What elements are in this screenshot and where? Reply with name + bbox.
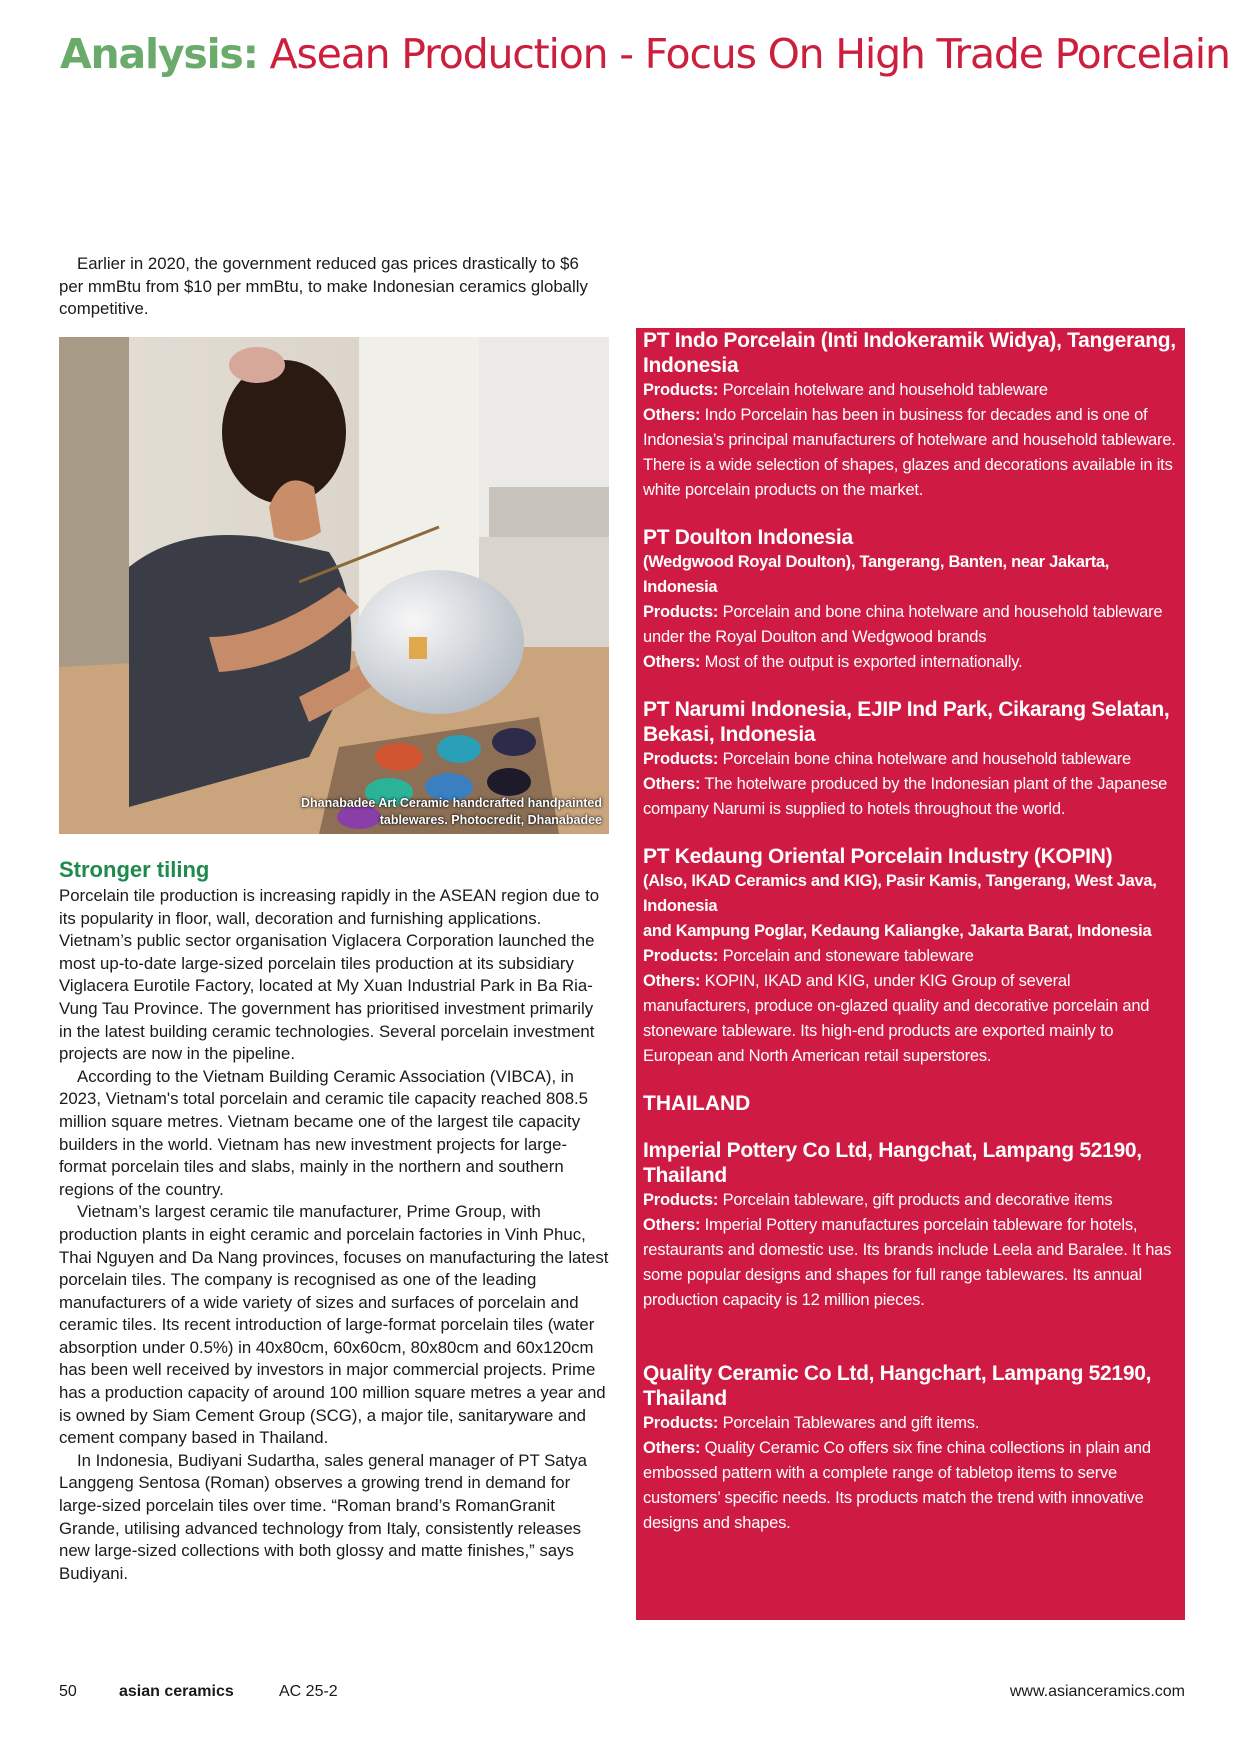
company-name: Quality Ceramic Co Ltd, Hangchart, Lampang 52190, Thailand (643, 1362, 1152, 1410)
issue-number: AC 25-2 (279, 1683, 338, 1700)
article-paragraph: Porcelain tile production is increasing rapidly in the ASEAN region due to its popularity in floor, wall, decoration and furnishing applications. Vietnam’s public sector organisation Viglacera Corporation launched the most up-to-date large-sized porcelain tiles production at its subsidiary Viglacera Eurotile Factory, located at My Xuan Industrial Park in Ba Ria-Vung Tau Province. The government has prioritised investment primarily in the latest building ceramic technologies. Several porcelain investment projects are now in the pipeline. (59, 886, 600, 1064)
photo-caption-line: tablewares. Photocredit, Dhanabadee (379, 813, 602, 827)
company-entry (643, 1138, 1179, 1313)
others-line (643, 650, 1179, 675)
company-entry (643, 525, 1179, 675)
others-line (643, 1436, 1179, 1536)
company-name: PT Doulton Indonesia (643, 526, 853, 549)
photo-illustration (59, 337, 609, 834)
article-paragraph: In Indonesia, Budiyani Sudartha, sales general manager of PT Satya Langgeng Sentosa (Roman) observes a growing trend in demand for large-sized porcelain tiles over time. “Roman brand’s RomanGranit Grande, utilising advanced technology from Italy, consistently releases new large-sized collections with both glossy and matte finishes,” says Budiyani. (59, 1450, 587, 1583)
products-label: Products: (643, 603, 719, 621)
page-number: 50 (59, 1683, 77, 1700)
others-text: The hotelware produced by the Indonesian plant of the Japanese company Narumi is supplied to hotels throughout the world. (643, 775, 1168, 818)
products-line (643, 1411, 1179, 1436)
products-line (643, 747, 1179, 772)
company-name: PT Kedaung Oriental Porcelain Industry (KOPIN) (643, 845, 1113, 868)
photo-caption (301, 795, 602, 829)
page-headline (60, 30, 1230, 78)
company-entry (643, 697, 1179, 822)
company-name: PT Indo Porcelain (Inti Indokeramik Widya), Tangerang, Indonesia (643, 329, 1176, 377)
others-label: Others: (643, 653, 701, 671)
others-text: KOPIN, IKAD and KIG, under KIG Group of several manufacturers, produce on-glazed quality and decorative porcelain and stoneware tableware. Its high-end products are exported mainly to European and North American retail superstores. (643, 972, 1150, 1065)
products-text: Porcelain Tablewares and gift items. (722, 1414, 980, 1432)
products-text: Porcelain bone china hotelware and household tableware (722, 750, 1132, 768)
others-line (643, 1213, 1179, 1313)
website-url: www.asianceramics.com (1009, 1683, 1185, 1700)
others-text: Quality Ceramic Co offers six fine china collections in plain and embossed pattern with a complete range of tabletop items to serve customers’ specific needs. Its products match the trend with innovative designs and shapes. (643, 1439, 1151, 1532)
products-text: Porcelain and bone china hotelware and household tableware under the Royal Doulton and Wedgwood brands (643, 603, 1163, 646)
company-entry (643, 844, 1179, 1069)
products-label: Products: (643, 381, 719, 399)
others-line (643, 969, 1179, 1069)
company-name: PT Narumi Indonesia, EJIP Ind Park, Cikarang Selatan, Bekasi, Indonesia (643, 698, 1170, 746)
headline-kicker: Analysis: (60, 30, 258, 78)
products-text: Porcelain tableware, gift products and decorative items (722, 1191, 1113, 1209)
products-text: Porcelain hotelware and household tableware (722, 381, 1048, 399)
products-label: Products: (643, 1191, 719, 1209)
article-paragraph: According to the Vietnam Building Ceramic Association (VIBCA), in 2023, Vietnam's total porcelain and ceramic tile capacity reached 808.5 million square metres. Vietnam became one of the largest tile capacity builders in the world. Vietnam has new investment projects for large-format porcelain tiles and slabs, mainly in the northern and southern regions of the country. (59, 1066, 589, 1199)
others-text: Most of the output is exported internationally. (704, 653, 1023, 671)
company-entry (643, 1361, 1179, 1536)
article-body (59, 857, 609, 1585)
country-heading: THAILAND (643, 1092, 751, 1115)
others-label: Others: (643, 1439, 701, 1457)
products-label: Products: (643, 1414, 719, 1432)
others-text: Imperial Pottery manufactures porcelain tableware for hotels, restaurants and domestic use. Its brands include Leela and Baralee. It has some popular designs and shapes for full range tablewares. Its annual production capacity is 12 million pieces. (643, 1216, 1172, 1309)
intro-paragraph: Earlier in 2020, the government reduced gas prices drastically to $6 per mmBtu from $10 per mmBtu, to make Indonesian ceramics globally competitive. (59, 254, 588, 319)
section-heading: Stronger tiling (59, 857, 210, 882)
others-line (643, 403, 1179, 503)
others-line (643, 772, 1179, 822)
article-photo (59, 337, 609, 834)
company-location: and Kampung Poglar, Kedaung Kaliangke, Jakarta Barat, Indonesia (643, 922, 1152, 940)
others-label: Others: (643, 1216, 701, 1234)
products-line (643, 378, 1179, 403)
products-label: Products: (643, 750, 719, 768)
others-label: Others: (643, 972, 701, 990)
company-name: Imperial Pottery Co Ltd, Hangchat, Lampang 52190, Thailand (643, 1139, 1142, 1187)
headline-title: Asean Production - Focus On High Trade Porcelain (269, 30, 1230, 78)
products-line (643, 1188, 1179, 1213)
photo-caption-line: Dhanabadee Art Ceramic handcrafted handpainted (301, 796, 602, 810)
others-label: Others: (643, 406, 701, 424)
article-paragraph: Vietnam’s largest ceramic tile manufacturer, Prime Group, with production plants in eight ceramic and porcelain factories in Vinh Phuc, Thai Nguyen and Da Nang provinces, focuses on manufacturing the latest porcelain tiles. The company is recognised as one of the leading manufacturers of a wide variety of sizes and surfaces of porcelain and ceramic tiles. Its recent introduction of large-format porcelain tiles (water absorption under 0.5%) in 40x80cm, 60x60cm, 80x80cm and 60x120cm has been well received by investors in major commercial projects. Prime has a production capacity of around 100 million square metres a year and is owned by Siam Cement Group (SCG), a major tile, sanitaryware and cement company based in Thailand. (59, 1202, 609, 1448)
products-label: Products: (643, 947, 719, 965)
products-line (643, 600, 1179, 650)
page-footer (59, 1683, 1185, 1707)
products-text: Porcelain and stoneware tableware (722, 947, 974, 965)
company-entry (643, 328, 1179, 503)
company-location: (Wedgwood Royal Doulton), Tangerang, Banten, near Jakarta, Indonesia (643, 553, 1110, 596)
others-label: Others: (643, 775, 701, 793)
company-directory-panel (636, 328, 1185, 1620)
company-location: (Also, IKAD Ceramics and KIG), Pasir Kamis, Tangerang, West Java, Indonesia (643, 872, 1157, 915)
products-line (643, 944, 1179, 969)
others-text: Indo Porcelain has been in business for decades and is one of Indonesia’s principal manufacturers of hotelware and household tableware. There is a wide selection of shapes, glazes and decorations available in its white porcelain products on the market. (643, 406, 1176, 499)
magazine-name: asian ceramics (119, 1683, 234, 1700)
